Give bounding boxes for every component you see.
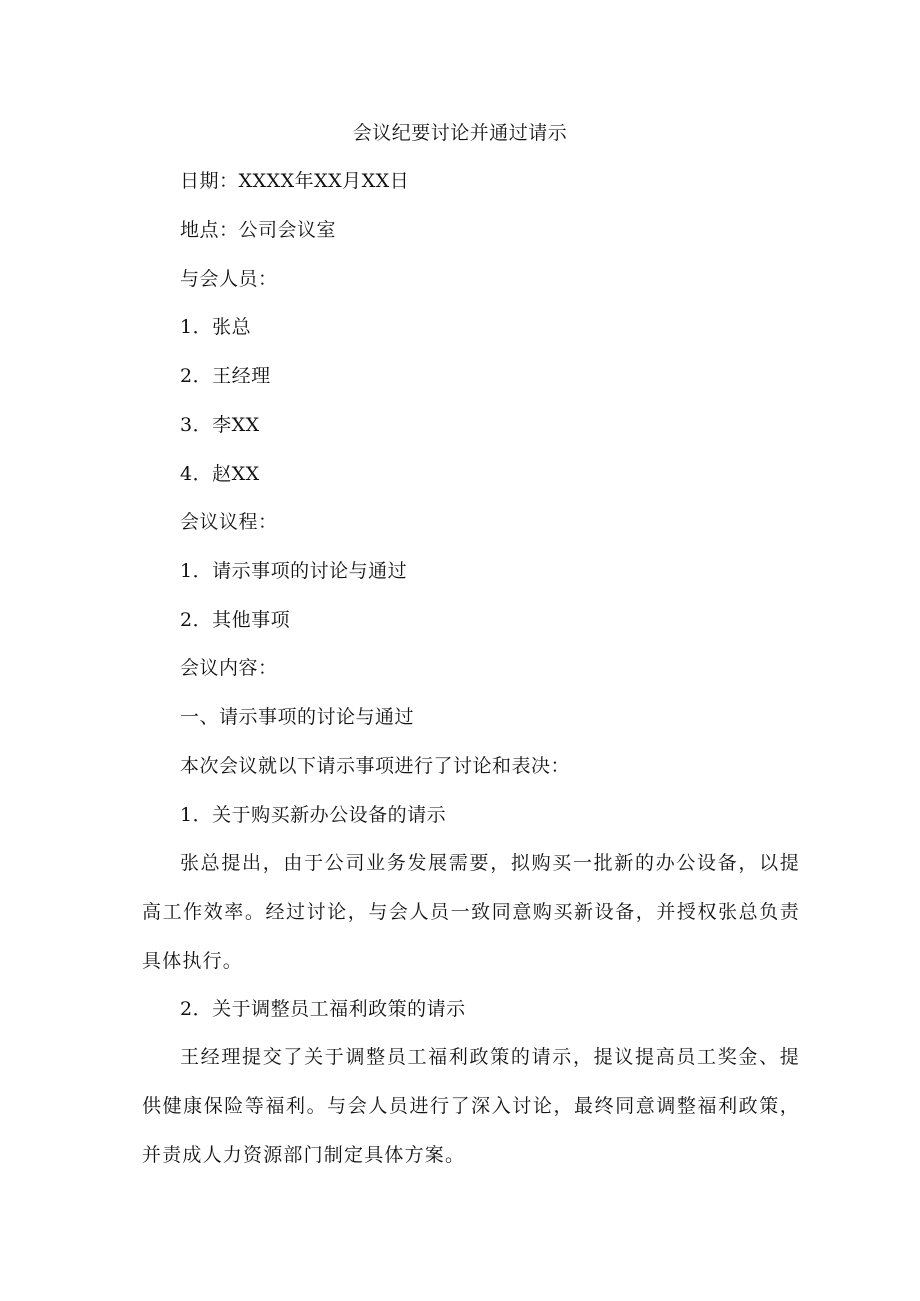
section-heading: 一、请示事项的讨论与通过 — [180, 706, 415, 728]
agenda-item: 2．其他事项 — [180, 609, 291, 631]
meeting-date: 日期：XXXX年XX月XX日 — [180, 170, 410, 192]
attendees-heading: 与会人员： — [180, 268, 278, 290]
section-intro: 本次会议就以下请示事项进行了讨论和表决： — [180, 755, 571, 777]
attendee-item: 3．李XX — [180, 414, 260, 436]
request-item-paragraph: 王经理提交了关于调整员工福利政策的请示，提议提高员工奖金、提供健康保险等福利。与会人员进行了深入讨论，最终同意调整福利政策，并责成人力资源部门制定具体方案。 — [142, 1046, 800, 1166]
meeting-location: 地点：公司会议室 — [180, 219, 337, 241]
agenda-heading: 会议议程： — [180, 511, 278, 533]
request-item-heading: 2．关于调整员工福利政策的请示 — [180, 998, 466, 1020]
request-item-heading: 1．关于购买新办公设备的请示 — [180, 804, 447, 826]
attendee-item: 4．赵XX — [180, 463, 260, 485]
document-title: 会议纪要讨论并通过请示 — [352, 122, 568, 144]
attendee-item: 2．王经理 — [180, 365, 271, 387]
content-heading: 会议内容： — [180, 657, 278, 679]
request-item-paragraph: 张总提出，由于公司业务发展需要，拟购买一批新的办公设备，以提高工作效率。经过讨论，与会人员一致同意购买新设备，并授权张总负责具体执行。 — [142, 852, 800, 972]
attendee-item: 1．张总 — [180, 316, 252, 338]
agenda-item: 1．请示事项的讨论与通过 — [180, 560, 408, 582]
